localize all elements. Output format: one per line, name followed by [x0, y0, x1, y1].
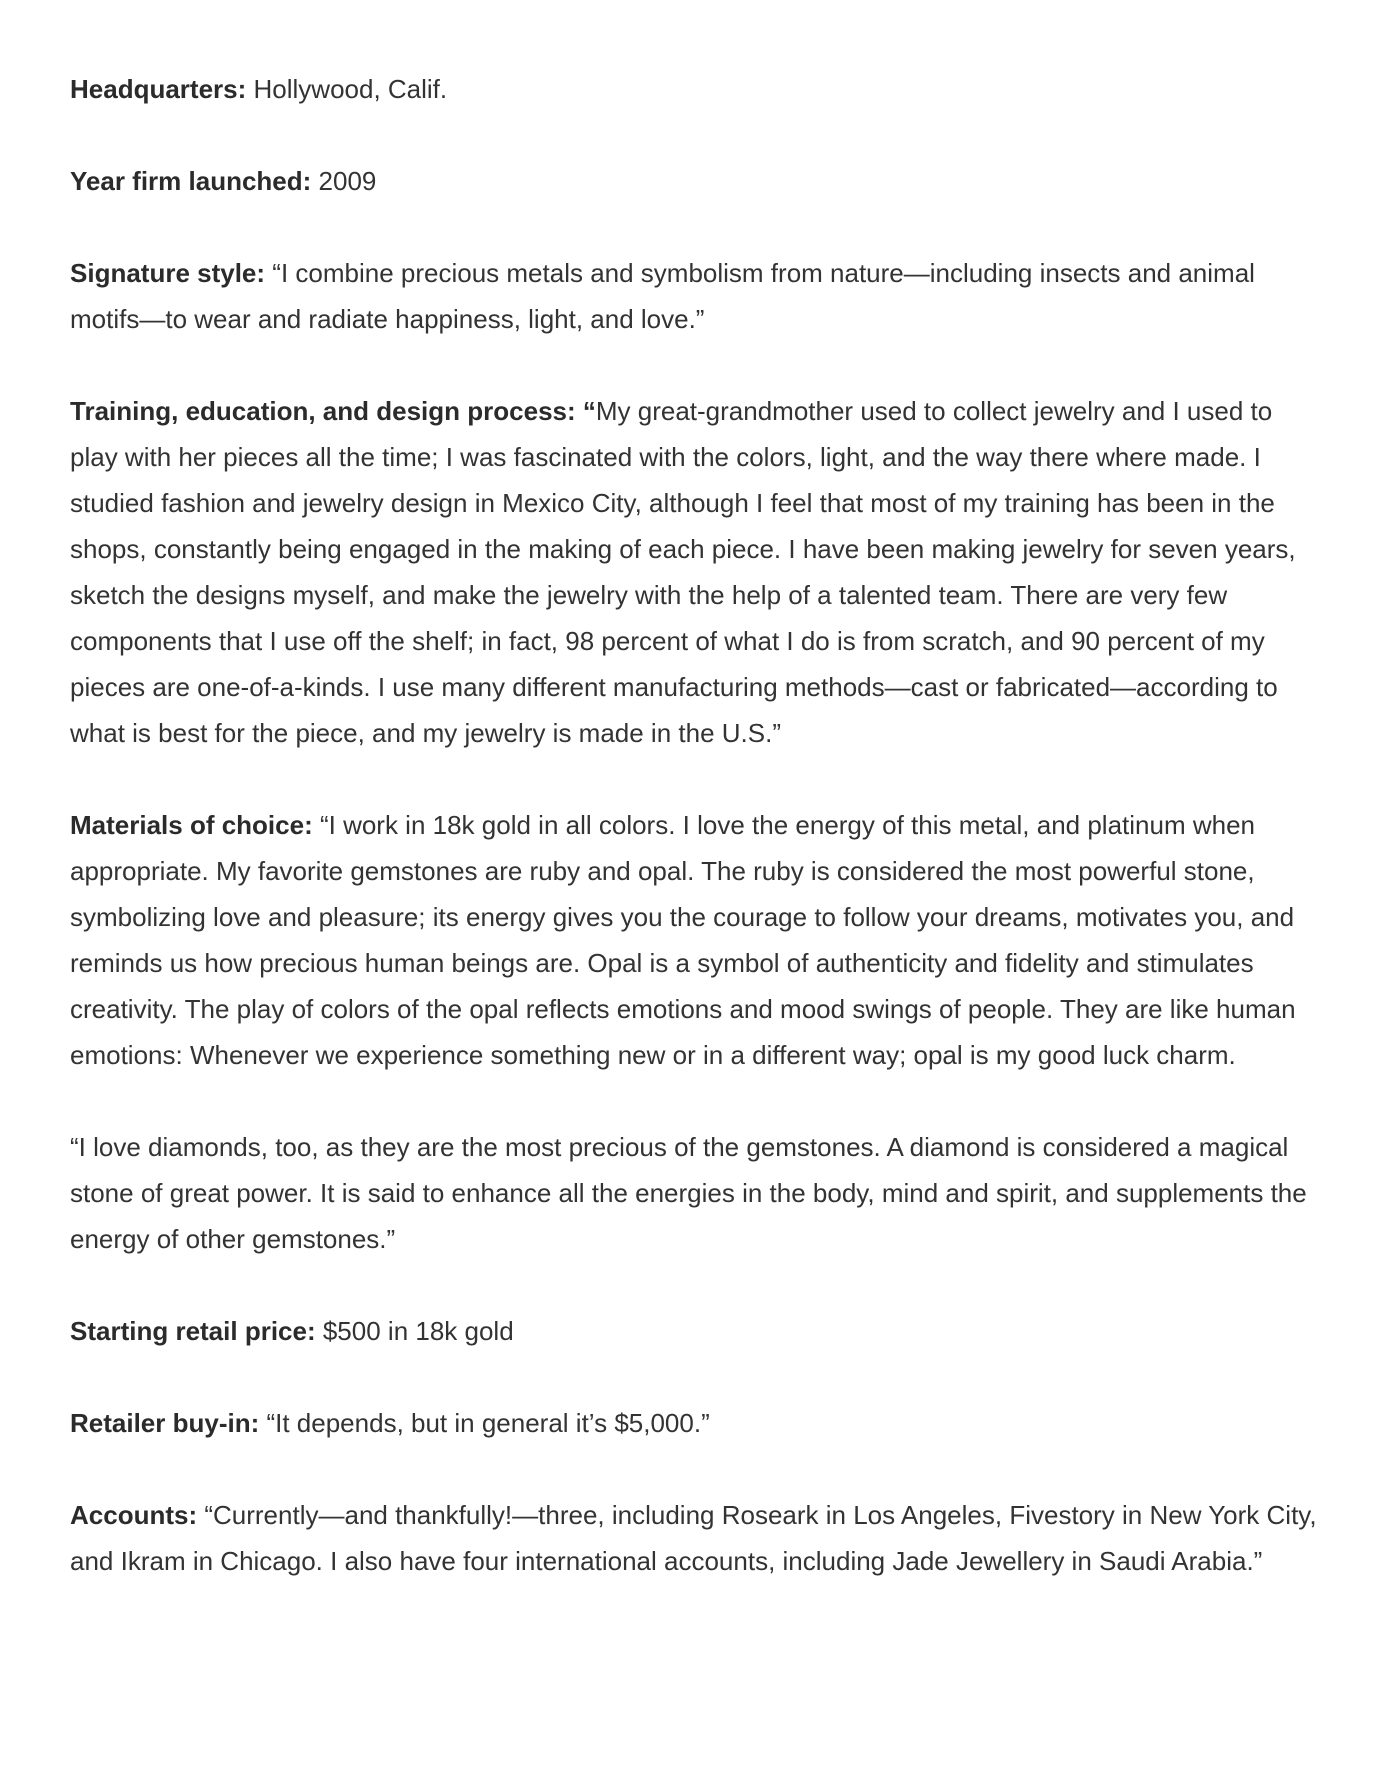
paragraph-accounts — [70, 1492, 1320, 1584]
paragraph-headquarters — [70, 66, 1320, 112]
paragraph-label: Materials of choice: — [70, 810, 313, 840]
paragraph-text: 2009 — [311, 166, 377, 196]
paragraph-label: Year firm launched: — [70, 166, 312, 196]
paragraph-label: Training, education, and design process: “ — [70, 396, 596, 426]
paragraph-training — [70, 388, 1320, 756]
paragraph-retail-price — [70, 1308, 1320, 1354]
paragraph-text: “I work in 18k gold in all colors. I love the energy of this metal, and platinum when appropriate. My favorite gemstones are ruby and opal. The ruby is considered the most powerful stone, symbolizing love and pleasure; its energy gives you the courage to follow your dreams, motivates you, and reminds us how precious human beings are. Opal is a symbol of authenticity and fidelity and stimulates creativity. The play of colors of the opal reflects emotions and mood swings of people. They are like human emotions: Whenever we experience something new or in a different way; opal is my good luck charm. — [70, 810, 1296, 1070]
paragraph-text: “It depends, but in general it’s $5,000.” — [259, 1408, 710, 1438]
paragraph-text: Hollywood, Calif. — [246, 74, 448, 104]
paragraph-label: Headquarters: — [70, 74, 247, 104]
paragraph-label: Accounts: — [70, 1500, 198, 1530]
article-body — [70, 66, 1320, 1584]
paragraph-text: “Currently—and thankfully!—three, including Roseark in Los Angeles, Fivestory in New York City, and Ikram in Chicago. I also have four international accounts, including Jade Jewellery in Saudi Arabia.” — [70, 1500, 1317, 1576]
paragraph-text: “I combine precious metals and symbolism from nature—including insects and animal motifs—to wear and radiate happiness, light, and love.” — [70, 258, 1255, 334]
paragraph-text: “I love diamonds, too, as they are the most precious of the gemstones. A diamond is considered a magical stone of great power. It is said to enhance all the energies in the body, mind and spirit, and supplements the energy of other gemstones.” — [70, 1132, 1307, 1254]
paragraph-buy-in — [70, 1400, 1320, 1446]
paragraph-text: $500 in 18k gold — [315, 1316, 514, 1346]
paragraph-label: Starting retail price: — [70, 1316, 316, 1346]
paragraph-diamonds — [70, 1124, 1320, 1262]
paragraph-materials — [70, 802, 1320, 1078]
paragraph-text: My great-grandmother used to collect jewelry and I used to play with her pieces all the time; I was fascinated with the colors, light, and the way there where made. I studied fashion and jewelry design in Mexico City, although I feel that most of my training has been in the shops, constantly being engaged in the making of each piece. I have been making jewelry for seven years, sketch the designs myself, and make the jewelry with the help of a talented team. There are very few components that I use off the shelf; in fact, 98 percent of what I do is from scratch, and 90 percent of my pieces are one-of-a-kinds. I use many different manufacturing methods—cast or fabricated—according to what is best for the piece, and my jewelry is made in the U.S.” — [70, 396, 1296, 748]
paragraph-label: Signature style: — [70, 258, 266, 288]
paragraph-year-launched — [70, 158, 1320, 204]
paragraph-label: Retailer buy-in: — [70, 1408, 260, 1438]
paragraph-signature-style — [70, 250, 1320, 342]
